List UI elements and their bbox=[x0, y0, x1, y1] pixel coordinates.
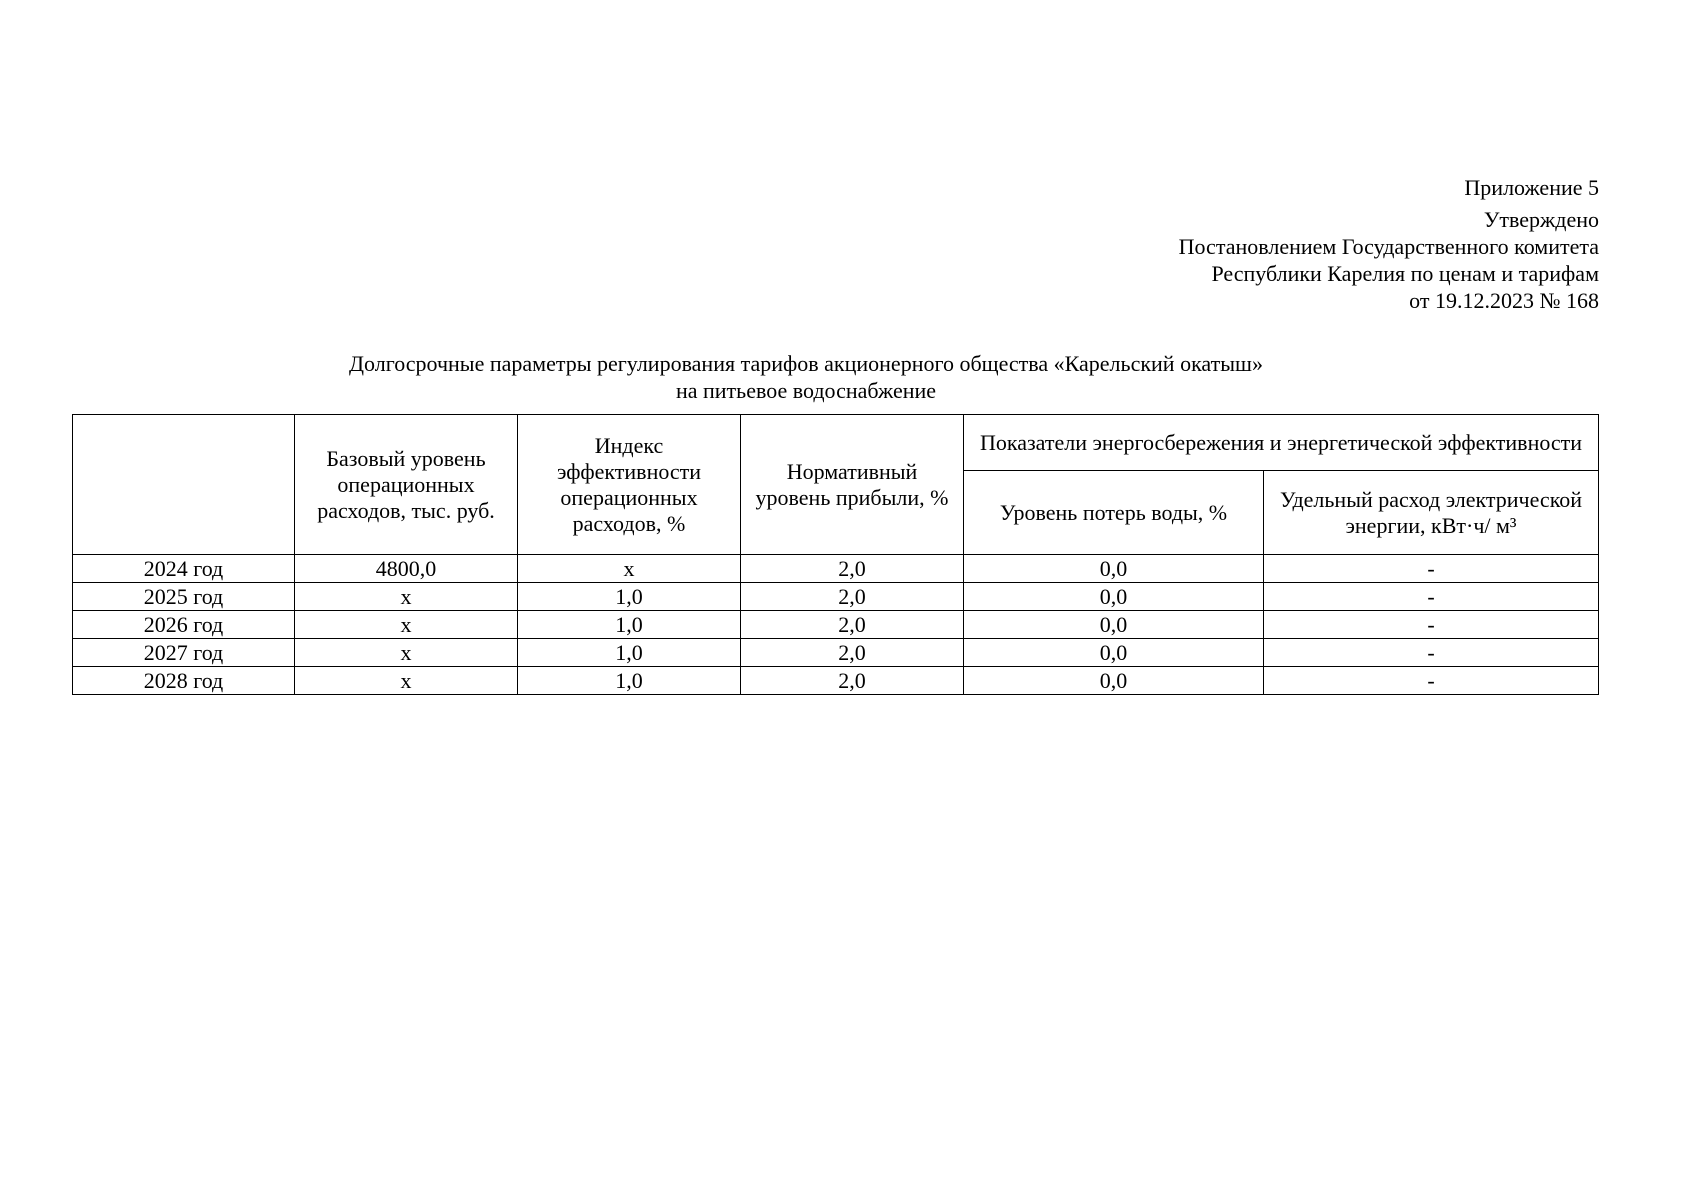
cell-electricity: - bbox=[1264, 611, 1599, 639]
cell-year: 2027 год bbox=[73, 639, 295, 667]
table-row bbox=[73, 555, 1599, 583]
table-row bbox=[73, 667, 1599, 695]
cell-water-loss: 0,0 bbox=[964, 583, 1264, 611]
approved-label: Утверждено bbox=[1483, 207, 1599, 232]
cell-efficiency-index: х bbox=[518, 555, 741, 583]
header-water-loss: Уровень потерь воды, % bbox=[964, 471, 1264, 555]
header-base-level: Базовый уровень операционных расходов, тыс. руб. bbox=[295, 415, 518, 555]
tariff-parameters-table bbox=[72, 414, 1599, 695]
cell-base-level: х bbox=[295, 611, 518, 639]
cell-efficiency-index: 1,0 bbox=[518, 611, 741, 639]
document-title-line1: Долгосрочные параметры регулирования тарифов акционерного общества «Карельский окатыш» bbox=[349, 351, 1263, 376]
cell-year: 2025 год bbox=[73, 583, 295, 611]
document-title bbox=[72, 350, 1540, 404]
cell-efficiency-index: 1,0 bbox=[518, 639, 741, 667]
cell-water-loss: 0,0 bbox=[964, 639, 1264, 667]
approval-date: от 19.12.2023 № 168 bbox=[1409, 288, 1599, 313]
cell-water-loss: 0,0 bbox=[964, 611, 1264, 639]
approval-block bbox=[1179, 174, 1599, 314]
header-energy-group: Показатели энергосбережения и энергетической эффективности bbox=[964, 415, 1599, 471]
table-row bbox=[73, 611, 1599, 639]
cell-base-level: х bbox=[295, 583, 518, 611]
approval-resolution-line2: Республики Карелия по ценам и тарифам bbox=[1211, 261, 1599, 286]
cell-profit-level: 2,0 bbox=[741, 583, 964, 611]
cell-year: 2024 год bbox=[73, 555, 295, 583]
cell-electricity: - bbox=[1264, 583, 1599, 611]
header-profit-level: Нормативный уровень прибыли, % bbox=[741, 415, 964, 555]
header-electricity: Удельный расход электрической энергии, кВт·ч/ м³ bbox=[1264, 471, 1599, 555]
appendix-number: Приложение 5 bbox=[1464, 175, 1599, 200]
cell-year: 2026 год bbox=[73, 611, 295, 639]
header-year bbox=[73, 415, 295, 555]
cell-electricity: - bbox=[1264, 667, 1599, 695]
cell-efficiency-index: 1,0 bbox=[518, 667, 741, 695]
cell-efficiency-index: 1,0 bbox=[518, 583, 741, 611]
document-title-line2: на питьевое водоснабжение bbox=[675, 378, 937, 403]
cell-profit-level: 2,0 bbox=[741, 667, 964, 695]
table-row bbox=[73, 583, 1599, 611]
cell-water-loss: 0,0 bbox=[964, 555, 1264, 583]
cell-base-level: 4800,0 bbox=[295, 555, 518, 583]
cell-base-level: х bbox=[295, 667, 518, 695]
cell-profit-level: 2,0 bbox=[741, 639, 964, 667]
cell-electricity: - bbox=[1264, 555, 1599, 583]
table-body bbox=[73, 555, 1599, 695]
cell-profit-level: 2,0 bbox=[741, 611, 964, 639]
cell-profit-level: 2,0 bbox=[741, 555, 964, 583]
cell-base-level: х bbox=[295, 639, 518, 667]
header-efficiency-index: Индекс эффективности операционных расходов, % bbox=[518, 415, 741, 555]
table-header bbox=[73, 415, 1599, 555]
approval-resolution-line1: Постановлением Государственного комитета bbox=[1178, 234, 1599, 259]
cell-electricity: - bbox=[1264, 639, 1599, 667]
cell-water-loss: 0,0 bbox=[964, 667, 1264, 695]
cell-year: 2028 год bbox=[73, 667, 295, 695]
table-row bbox=[73, 639, 1599, 667]
